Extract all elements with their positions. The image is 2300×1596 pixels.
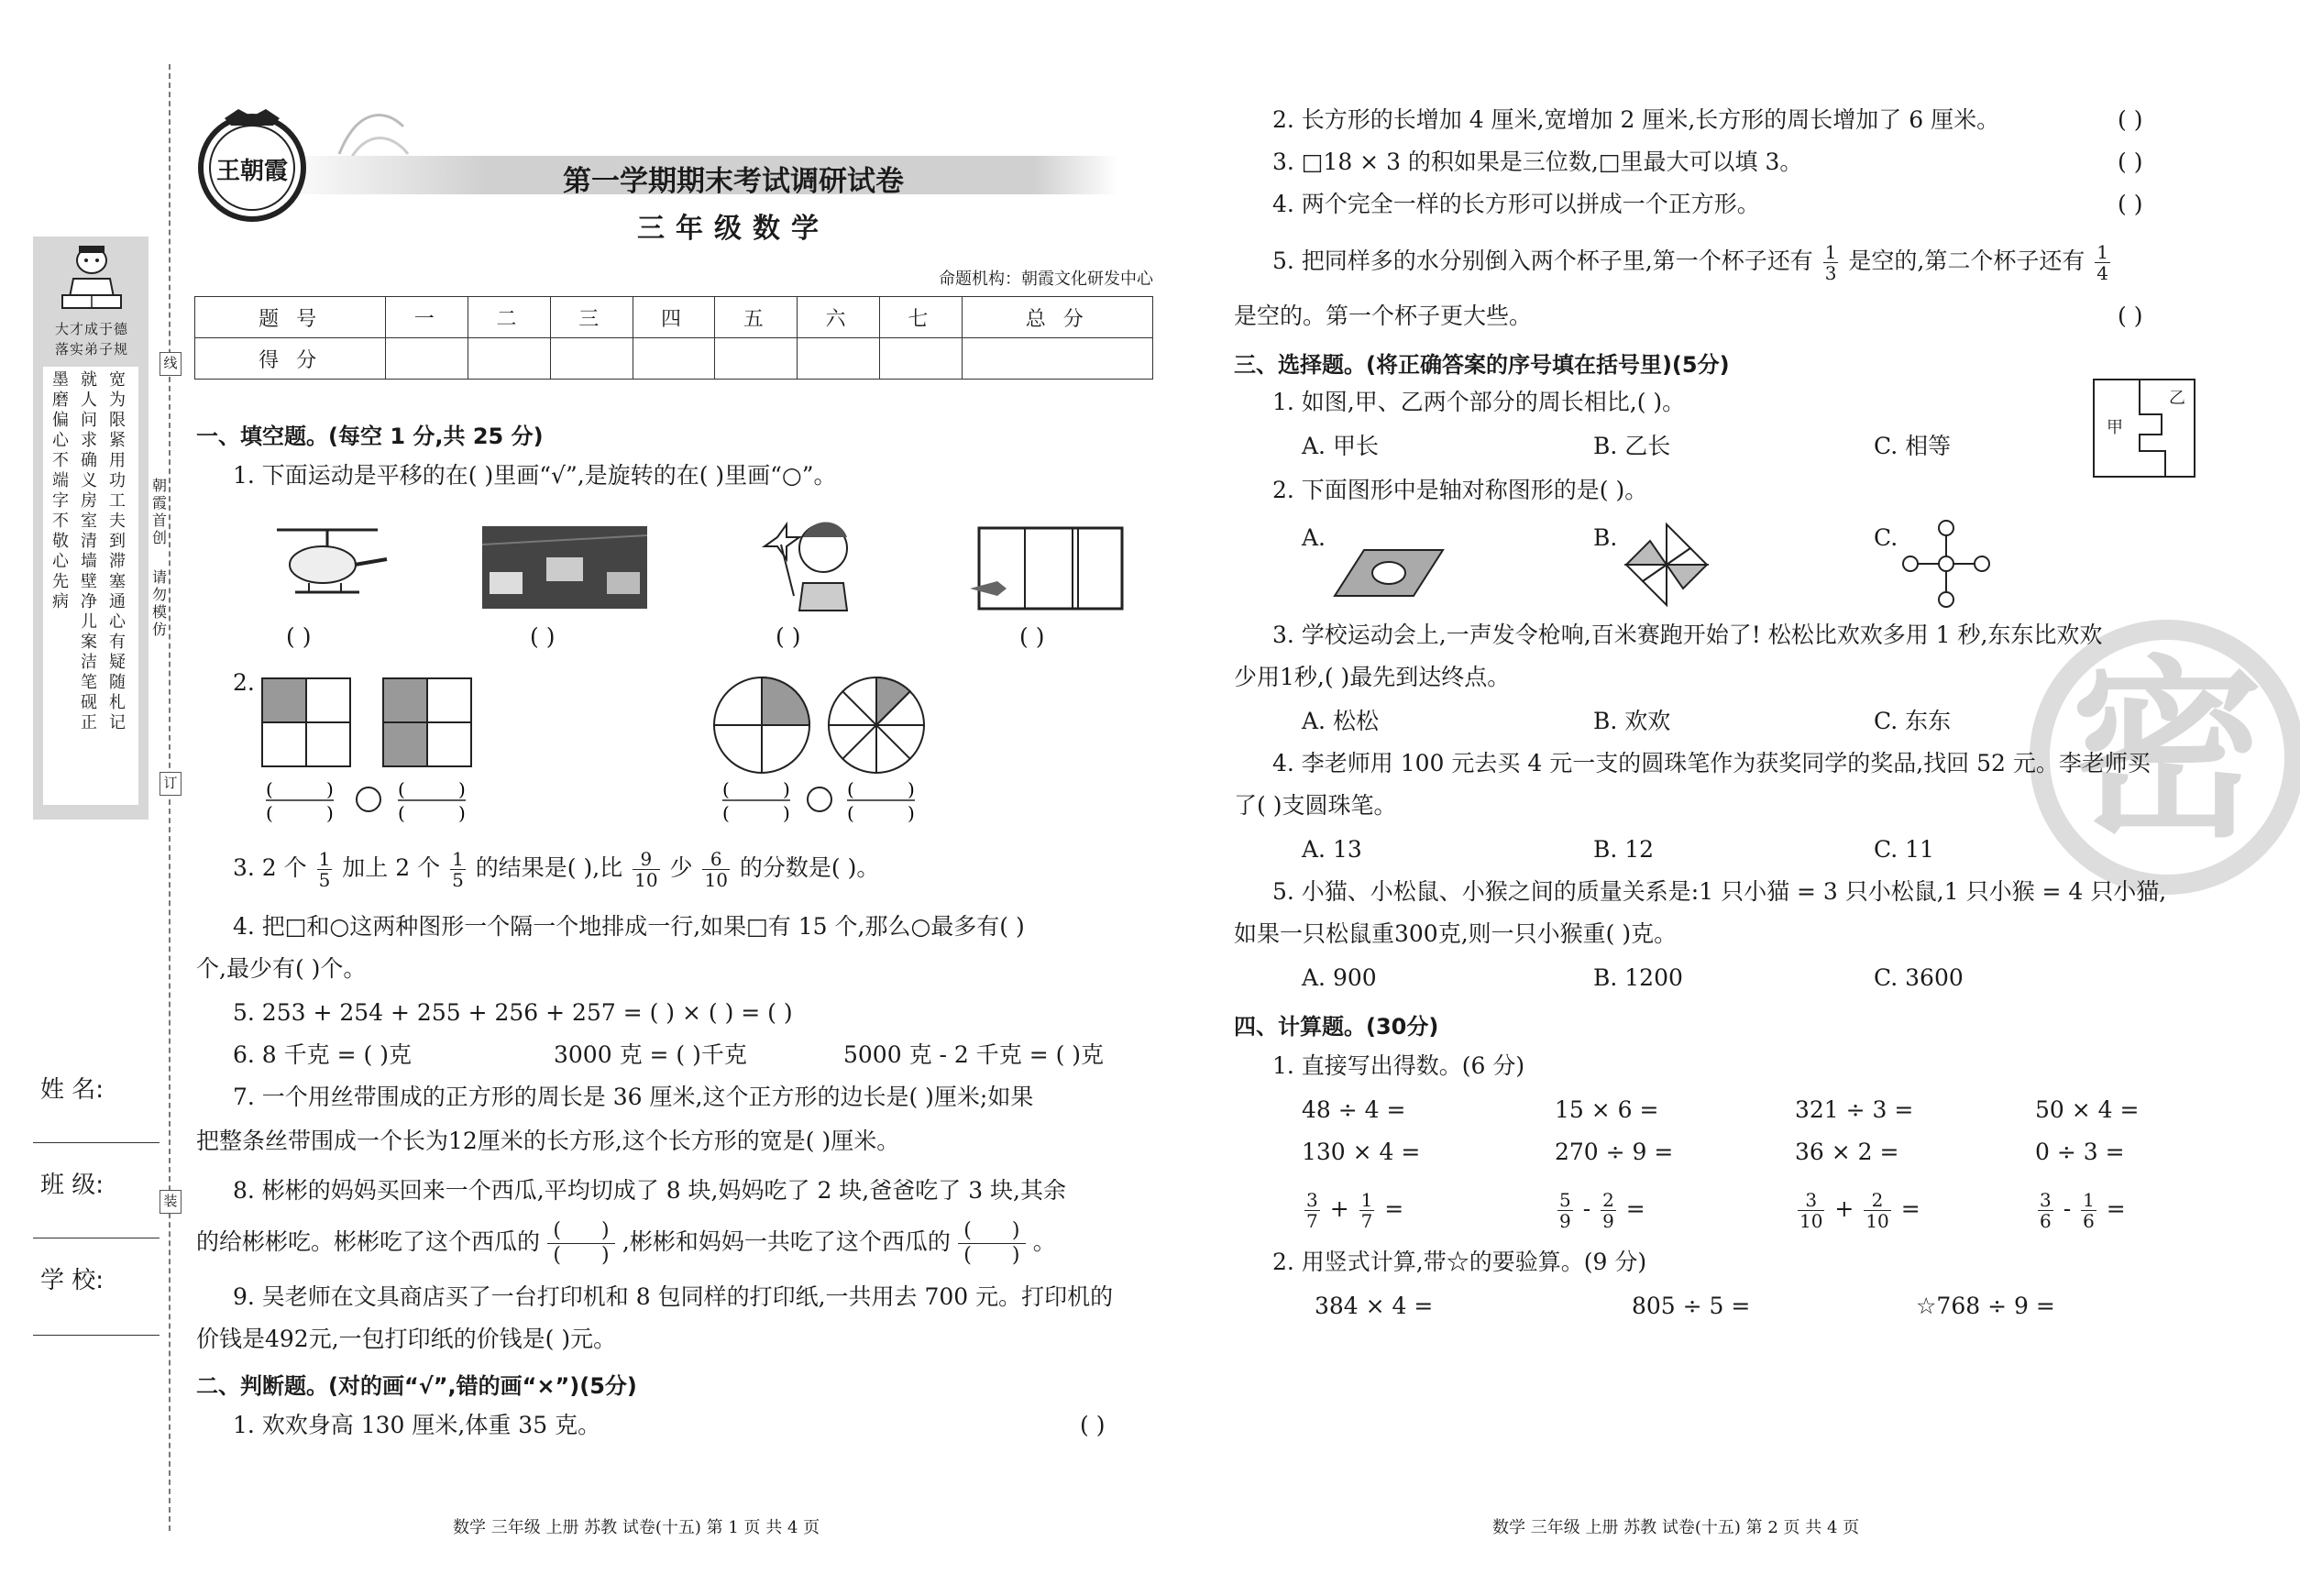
page-title: 第一学期期末考试调研试卷 [563,165,904,198]
vertical-note-2: 请勿模仿 [151,568,167,638]
section-3-title: 三、选择题。(将正确答案的序号填在括号里)(5分) [1234,352,1730,378]
motto-top: 大才成于德 [54,321,128,337]
score-table [194,296,1153,380]
flag-raising-photo-icon [482,526,647,609]
question-1-5: 5. 253 + 254 + 255 + 256 + 257 = ( ) × ( ) = ( ) [233,999,793,1026]
vertical-calc-item: 384 × 4 = [1315,1293,1434,1319]
calc-fraction-item [1555,1190,1645,1231]
fraction [1823,242,1839,283]
choice-3b: 少用1秒,( )最先到达终点。 [1234,664,1511,690]
calc-item: 270 ÷ 9 = [1555,1139,1674,1165]
page-subtitle: 三年级数学 [637,213,830,245]
fraction-numerator: 3 [1798,1190,1824,1211]
fraction-denominator: 10 [704,869,728,891]
section-4-title: 四、计算题。(30分) [1234,1014,1439,1040]
q3-text-b: 加上 2 个 [342,854,441,881]
score-cell: 四 [633,297,715,338]
seal-mark-3: 装 [160,1190,182,1214]
fraction [1798,1190,1824,1231]
score-input[interactable] [633,338,715,380]
fraction-numerator: 2 [1864,1190,1890,1211]
svg-text:): ) [783,802,790,823]
question-1-7b: 把整条丝带围成一个长为12厘米的长方形,这个长方形的宽是( )厘米。 [196,1128,900,1154]
score-cell: 六 [798,297,880,338]
fraction [702,849,729,890]
question-1-8a: 8. 彬彬的妈妈买回来一个西瓜,平均切成了 8 块,妈妈吃了 2 块,爸爸吃了 3 块,其余 [233,1177,1066,1204]
judge-1-answer[interactable]: ( ) [1080,1412,1106,1438]
q8-text-1: 的给彬彬吃。彬彬吃了这个西瓜的 [196,1228,541,1255]
fraction-denominator: 7 [1306,1210,1318,1232]
name-label: 姓 名: [40,1076,105,1104]
choice-1-option-a[interactable]: A. 甲长 [1302,433,1379,459]
svg-text:(: ( [266,778,273,800]
score-input[interactable] [798,338,880,380]
judge-3: 3. □18 × 3 的积如果是三位数,□里最大可以填 3。 [1272,149,1803,175]
fraction [450,849,466,890]
svg-text:): ) [458,802,466,823]
motto-column-1: 宽为限紧用功工夫到滞塞通心有疑随札记 [109,370,126,732]
svg-text:(: ( [847,778,854,800]
fraction [1601,1190,1616,1231]
fraction-numerator: 3 [1306,1189,1318,1211]
score-cell: 三 [550,297,633,338]
parallelogram-circle-icon [1333,546,1445,600]
score-row-label: 得 分 [195,338,386,380]
score-cell: 题 号 [195,297,386,338]
svg-text:): ) [326,802,334,823]
vertical-calc-item: 805 ÷ 5 = [1632,1293,1751,1319]
author-org: 命题机构：朝霞文化研发中心 [939,270,1153,289]
fraction-denominator: 6 [2040,1210,2052,1232]
choice-5b: 如果一只松鼠重300克,则一只小猴重( )克。 [1234,920,1678,947]
score-cell: 总 分 [962,297,1152,338]
score-input[interactable] [386,338,468,380]
question-1-2-label: 2. [233,669,255,696]
svg-text:): ) [908,802,915,823]
section-2-title: 二、判断题。(对的画“√”,错的画“×”)(5分) [196,1373,637,1399]
score-table-score-row [195,338,1153,380]
fraction-denominator: 10 [1865,1210,1889,1232]
score-table-header-row [195,297,1153,338]
fraction [1557,1190,1573,1231]
fraction [1304,1190,1320,1231]
figure-label-jia: 甲 [2107,418,2123,437]
fraction-numerator: 1 [452,848,464,870]
question-1-3 [233,849,879,890]
calc-item: 15 × 6 = [1555,1096,1659,1123]
calc-fraction-item [2035,1190,2126,1231]
choice-3a: 3. 学校运动会上,一声发令枪响,百米赛跑开始了! 松松比欢欢多用 1 秒,东东比欢欢 [1272,622,2103,648]
equals-sign: = [1384,1195,1404,1222]
judge-4-answer[interactable]: ( ) [2118,191,2143,217]
motto-column-3: 墨磨偏心不端字不敬心先病 [52,370,69,611]
watermark-text: 密 [2070,639,2263,864]
question-1-4b: 个,最少有( )个。 [196,955,367,982]
brand-logo-text: 王朝霞 [215,158,288,185]
fraction-blank[interactable] [958,1219,1026,1268]
pinwheel-child-icon [757,510,858,612]
fraction-numerator: 1 [1360,1189,1373,1211]
fraction [2038,1190,2053,1231]
choice-5-option-c[interactable]: C. 3600 [1874,964,1964,991]
fraction-numerator: 2 [1602,1189,1614,1211]
fraction-numerator: 9 [633,849,659,870]
choice-2: 2. 下面图形中是轴对称图形的是( )。 [1272,477,1648,503]
fraction-numerator: 1 [1824,241,1837,263]
school-field[interactable] [33,1335,160,1336]
fraction-numerator: 3 [2040,1189,2052,1211]
fraction-denominator: 7 [1360,1210,1373,1232]
score-input[interactable] [550,338,633,380]
fraction-denominator: 10 [634,869,658,891]
score-input[interactable] [468,338,551,380]
fraction-denominator: 4 [2096,262,2109,284]
fraction-denominator: 6 [2083,1210,2095,1232]
score-cell: 五 [715,297,798,338]
calc-2-title: 2. 用竖式计算,带☆的要验算。(9 分) [1272,1249,1647,1275]
judge-1: 1. 欢欢身高 130 厘米,体重 35 克。 [233,1412,601,1438]
fraction-blank-denominator[interactable]: ( ) [553,1244,610,1267]
fraction [317,849,333,890]
fraction [1864,1190,1890,1231]
right-footer: 数学 三年级 上册 苏教 试卷(十五) 第 2 页 共 4 页 [1492,1518,1860,1537]
svg-text:): ) [783,778,790,800]
j5-text-a: 5. 把同样多的水分别倒入两个杯子里,第一个杯子还有 [1272,248,1813,274]
calc-fraction-item [1302,1190,1403,1231]
fraction-numerator: 5 [1559,1189,1571,1211]
answer-paren-2[interactable]: ( ) [530,623,556,650]
question-1-6b: 3000 克 = ( )千克 [554,1041,747,1068]
q3-text-c: 的结果是( ),比 [475,854,623,881]
operator: - [2063,1195,2072,1222]
choice-1-option-c[interactable]: C. 相等 [1874,433,1952,459]
fraction [633,849,659,890]
calc-item: 50 × 4 = [2035,1096,2140,1123]
svg-text:(: ( [722,802,730,823]
choice-5-option-a[interactable]: A. 900 [1302,964,1377,991]
scholar-illustration-icon [48,242,136,319]
q3-text-d: 少 [669,854,693,881]
figure-label-yi: 乙 [2169,389,2185,408]
equals-sign: = [2106,1195,2126,1222]
fraction-numerator: 1 [2083,1189,2095,1211]
calc-item: 0 ÷ 3 = [2035,1139,2125,1165]
fraction-numerator: 1 [2096,241,2109,263]
q3-text-a: 3. 2 个 [233,854,307,881]
calc-item: 36 × 2 = [1795,1139,1899,1165]
question-1-1: 1. 下面运动是平移的在( )里画“√”,是旋转的在( )里画“○”。 [233,462,837,489]
equals-sign: = [1900,1195,1920,1222]
helicopter-icon [259,519,396,611]
fraction-denominator: 5 [452,869,464,891]
section-1-title: 一、填空题。(每空 1 分,共 25 分) [196,424,544,449]
cross-circles-icon [1901,519,1991,609]
fraction [2095,242,2110,283]
calc-item: 48 ÷ 4 = [1302,1096,1406,1123]
choice-5-option-b[interactable]: B. 1200 [1593,964,1683,991]
choice-4-option-a[interactable]: A. 13 [1302,836,1362,863]
square-fraction-diagram-icon [260,677,480,772]
circle-fraction-diagram-icon [711,675,930,776]
choice-3-option-a[interactable]: A. 松松 [1302,708,1379,734]
fraction-blank-numerator[interactable]: ( ) [547,1219,615,1244]
score-cell: 七 [879,297,962,338]
choice-4a: 4. 李老师用 100 元去买 4 元一支的圆珠笔作为获奖同学的奖品,找回 52 元。李老师买 [1272,750,2151,776]
answer-paren-4[interactable]: ( ) [1019,623,1045,650]
score-cell: 一 [386,297,468,338]
fraction-denominator: 5 [318,869,331,891]
svg-text:(: ( [398,778,405,800]
answer-paren-3[interactable]: ( ) [776,623,801,650]
calc-1-title: 1. 直接写出得数。(6 分) [1272,1052,1525,1079]
svg-text:(: ( [722,778,730,800]
fraction-blank-numerator[interactable]: ( ) [958,1219,1026,1244]
pinwheel-shape-icon [1623,521,1711,609]
j5-text-b: 是空的,第二个杯子还有 [1848,248,2085,274]
svg-text:(: ( [398,802,405,823]
fraction [1359,1190,1375,1231]
choice-2-option-b[interactable]: B. [1593,524,1618,551]
name-field[interactable] [33,1142,160,1143]
svg-text:(: ( [266,802,273,823]
score-cell: 二 [468,297,551,338]
left-footer: 数学 三年级 上册 苏教 试卷(十五) 第 1 页 共 4 页 [453,1518,820,1537]
choice-1-option-b[interactable]: B. 乙长 [1593,433,1671,459]
choice-2-option-a[interactable]: A. [1302,524,1326,551]
judge-5-answer[interactable]: ( ) [2118,303,2143,329]
fraction-denominator: 3 [1824,262,1837,284]
operator: - [1582,1195,1591,1222]
choice-5a: 5. 小猫、小松鼠、小猴之间的质量关系是:1 只小猫 = 3 只小松鼠,1 只小猴 = 4 只小猫, [1272,878,2167,905]
question-1-9a: 9. 吴老师在文具商店买了一台打印机和 8 包同样的打印纸,一共用去 700 元。打印机的 [233,1283,1114,1310]
operator: + [1834,1195,1854,1222]
question-1-9b: 价钱是492元,一包打印纸的价钱是( )元。 [196,1326,617,1352]
equals-sign: = [1625,1195,1645,1222]
vertical-note-1: 朝霞首创 [151,477,167,546]
operator: + [1329,1195,1349,1222]
judge-2: 2. 长方形的长增加 4 厘米,宽增加 2 厘米,长方形的周长增加了 6 厘米。 [1272,106,2000,133]
judge-4: 4. 两个完全一样的长方形可以拼成一个正方形。 [1272,191,1760,217]
q8-text-2: ,彬彬和妈妈一共吃了这个西瓜的 [622,1228,951,1255]
motto-column-2: 就人问求确义房室清墙壁净儿案洁笔砚正 [81,370,97,732]
question-1-7a: 7. 一个用丝带围成的正方形的周长是 36 厘米,这个正方形的边长是( )厘米;如果 [233,1084,1034,1110]
fraction-compare-blanks-icon-2 [719,777,930,823]
judge-5b: 是空的。第一个杯子更大些。 [1234,303,1533,329]
fraction-denominator: 9 [1602,1210,1614,1232]
fraction-denominator: 9 [1559,1210,1571,1232]
binding-dash-line [169,64,171,1531]
class-label: 班 级: [40,1172,105,1199]
choice-4-option-b[interactable]: B. 12 [1593,836,1655,863]
vertical-calc-item: ☆768 ÷ 9 = [1916,1293,2055,1319]
calc-item: 130 × 4 = [1302,1139,1421,1165]
choice-1: 1. 如图,甲、乙两个部分的周长相比,( )。 [1272,389,1686,415]
fraction-numerator: 1 [318,848,331,870]
seal-mark-1: 线 [160,352,182,376]
question-1-6a: 6. 8 千克 = ( )克 [233,1041,412,1068]
question-1-6c: 5000 克 - 2 千克 = ( )克 [843,1041,1105,1068]
fraction-denominator: 10 [1799,1210,1823,1232]
svg-text:(: ( [847,802,854,823]
svg-text:): ) [326,778,334,800]
calc-item: 321 ÷ 3 = [1795,1096,1914,1123]
svg-text:): ) [908,778,915,800]
question-1-4a: 4. 把□和○这两种图形一个隔一个地排成一行,如果□有 15 个,那么○最多有( ) [233,913,1025,940]
q8-text-3: 。 [1032,1228,1056,1255]
choice-3-option-b[interactable]: B. 欢欢 [1593,708,1671,734]
fraction [2081,1190,2096,1231]
answer-paren-1[interactable]: ( ) [286,623,312,650]
fraction-blank-denominator[interactable]: ( ) [963,1244,1020,1267]
calc-fraction-item [1795,1190,1920,1231]
sliding-window-icon [970,524,1126,612]
choice-3-option-c[interactable]: C. 东东 [1874,708,1952,734]
judge-5a [1272,242,2113,283]
fraction-blank[interactable] [547,1219,615,1268]
fraction-numerator: 6 [702,849,729,870]
svg-text:): ) [458,778,466,800]
motto-bottom: 落实弟子规 [54,341,128,358]
score-input[interactable] [962,338,1152,380]
fraction-compare-blanks-icon [262,777,473,823]
choice-2-option-c[interactable]: C. [1874,524,1898,551]
judge-2-answer[interactable]: ( ) [2118,106,2143,133]
score-input[interactable] [879,338,962,380]
choice-4-option-c[interactable]: C. 11 [1874,836,1934,863]
judge-3-answer[interactable]: ( ) [2118,149,2143,175]
seal-mark-2: 订 [160,772,182,796]
score-input[interactable] [715,338,798,380]
school-label: 学 校: [40,1267,105,1294]
choice-4b: 了( )支圆珠笔。 [1234,792,1397,819]
q3-text-e: 的分数是( )。 [739,854,880,881]
question-1-8b [196,1219,1056,1268]
